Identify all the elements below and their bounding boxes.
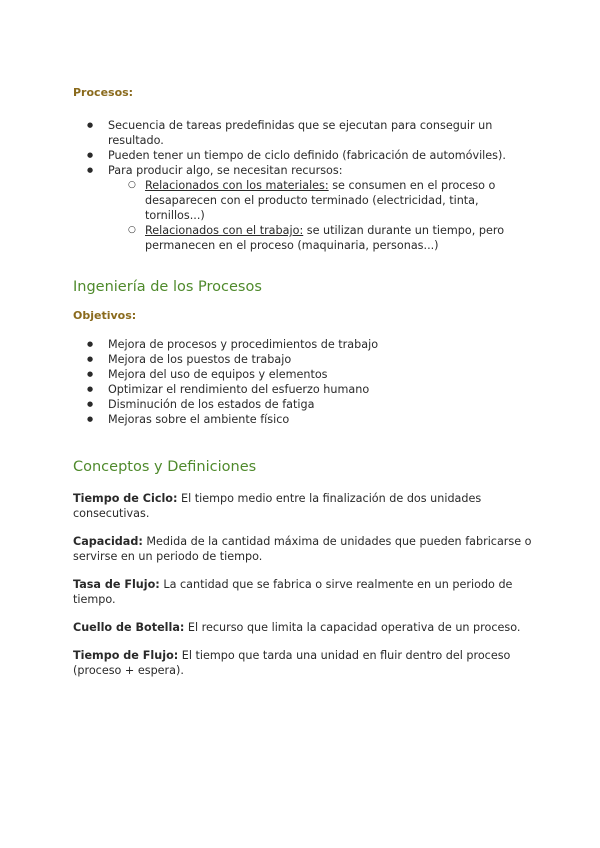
definition-tiempo-de-ciclo bbox=[73, 491, 533, 521]
list-item: ● Mejora de procesos y procedimientos de trabajo bbox=[73, 337, 533, 352]
definition-term: Tiempo de Flujo: bbox=[73, 649, 179, 662]
document-page bbox=[73, 82, 533, 678]
definition-text: El tiempo medio entre la finalización de dos unidades consecutivas. bbox=[73, 492, 482, 520]
list-item bbox=[73, 163, 533, 253]
objetivos-list bbox=[73, 337, 533, 427]
objetivos-heading: Objetivos: bbox=[73, 309, 137, 322]
section-title-conceptos: Conceptos y Definiciones bbox=[73, 459, 257, 475]
definition-tiempo-de-flujo bbox=[73, 648, 533, 678]
list-item: ● Disminución de los estados de fatiga bbox=[73, 397, 533, 412]
definition-text: El recurso que limita la capacidad operativa de un proceso. bbox=[184, 621, 521, 634]
definition-term: Capacidad: bbox=[73, 535, 143, 548]
sublist-term: Relacionados con el trabajo: bbox=[145, 224, 304, 237]
definition-text: La cantidad que se fabrica o sirve realmente en un periodo de tiempo. bbox=[73, 578, 513, 606]
list-item: ● Pueden tener un tiempo de ciclo definido (fabricación de automóviles). bbox=[73, 148, 533, 163]
procesos-heading: Procesos: bbox=[73, 86, 134, 99]
recursos-sublist bbox=[108, 178, 533, 253]
sublist-item bbox=[73, 178, 533, 223]
list-item-text: Para producir algo, se necesitan recursos: bbox=[108, 164, 343, 177]
list-item: ● Secuencia de tareas predefinidas que se ejecutan para conseguir un resultado. bbox=[73, 118, 533, 148]
definition-term: Tiempo de Ciclo: bbox=[73, 492, 178, 505]
definition-capacidad bbox=[73, 534, 533, 564]
definition-text: El tiempo que tarda una unidad en fluir dentro del proceso (proceso + espera). bbox=[73, 649, 511, 677]
list-item: ● Mejora del uso de equipos y elementos bbox=[73, 367, 533, 382]
sublist-text: se utilizan durante un tiempo, pero permanecen en el proceso (maquinaria, personas...) bbox=[145, 224, 505, 252]
sublist-term: Relacionados con los materiales: bbox=[145, 179, 329, 192]
definition-cuello-de-botella bbox=[73, 620, 533, 635]
definition-text: Medida de la cantidad máxima de unidades que pueden fabricarse o servirse en un periodo de tiempo. bbox=[73, 535, 532, 563]
definition-term: Cuello de Botella: bbox=[73, 621, 185, 634]
procesos-list bbox=[73, 118, 533, 253]
list-item: ● Optimizar el rendimiento del esfuerzo humano bbox=[73, 382, 533, 397]
definition-term: Tasa de Flujo: bbox=[73, 578, 160, 591]
sublist-text: se consumen en el proceso o desaparecen con el producto terminado (electricidad, tinta, tornillos...) bbox=[145, 179, 496, 222]
list-item: ● Mejoras sobre el ambiente físico bbox=[73, 412, 533, 427]
sublist-item bbox=[73, 223, 533, 253]
definition-tasa-de-flujo bbox=[73, 577, 533, 607]
list-item: ● Mejora de los puestos de trabajo bbox=[73, 352, 533, 367]
section-title-ingenieria: Ingeniería de los Procesos bbox=[73, 279, 262, 295]
